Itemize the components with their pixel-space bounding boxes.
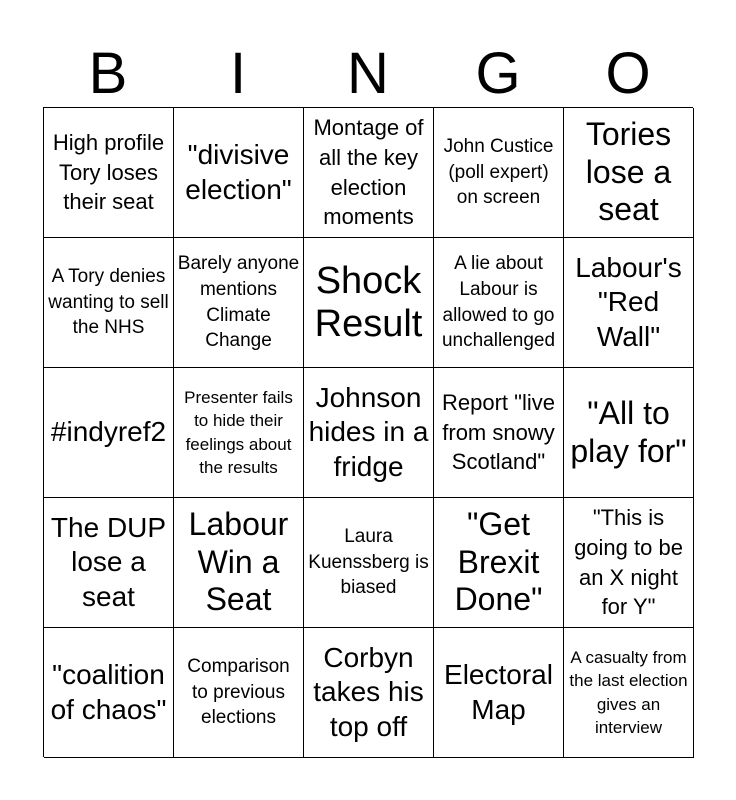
bingo-cell-text: A Tory denies wanting to sell the NHS: [48, 266, 169, 339]
bingo-cell-text: "This is going to be an X night for Y": [574, 504, 683, 620]
bingo-cell[interactable]: [434, 498, 564, 628]
bingo-cell-text: Barely anyone mentions Climate Change: [177, 253, 300, 352]
bingo-cell-text: A casualty from the last election gives an interview: [569, 647, 688, 737]
bingo-cell[interactable]: [434, 368, 564, 498]
bingo-cell[interactable]: [564, 628, 694, 758]
bingo-cell[interactable]: [304, 368, 434, 498]
bingo-cell-text: Labour Win a Seat: [188, 506, 289, 618]
bingo-cell-text: Shock Result: [314, 259, 423, 345]
bingo-cell-text: Presenter fails to hide their feelings about the results: [184, 387, 293, 477]
bingo-cell-text: Laura Kuenssberg is biased: [308, 526, 429, 599]
bingo-cell[interactable]: [174, 628, 304, 758]
bingo-cell[interactable]: [44, 368, 174, 498]
bingo-cell[interactable]: [44, 238, 174, 368]
bingo-cell[interactable]: [304, 498, 434, 628]
header-letter-b: B: [88, 41, 128, 106]
bingo-cell-text: "coalition of chaos": [50, 659, 167, 725]
bingo-cell[interactable]: [564, 238, 694, 368]
bingo-cell[interactable]: [434, 108, 564, 238]
bingo-cell-text: Labour's "Red Wall": [575, 252, 682, 352]
bingo-cell-text: A lie about Labour is allowed to go unchallenged: [441, 253, 556, 352]
bingo-cell[interactable]: [304, 238, 434, 368]
bingo-cell-text: "All to play for": [570, 395, 687, 469]
bingo-cell[interactable]: [174, 238, 304, 368]
bingo-cell-text: Corbyn takes his top off: [313, 642, 424, 742]
header-letter-i: I: [229, 41, 247, 106]
bingo-cell[interactable]: [564, 498, 694, 628]
bingo-cell-text: Montage of all the key election moments: [313, 114, 424, 230]
bingo-cell-text: High profile Tory loses their seat: [52, 129, 165, 215]
bingo-cell-text: The DUP lose a seat: [50, 512, 167, 612]
bingo-cell[interactable]: [174, 368, 304, 498]
bingo-cell-text: "divisive election": [185, 139, 292, 205]
bingo-cell-text: Report "live from snowy Scotland": [442, 389, 555, 475]
bingo-cell[interactable]: [44, 628, 174, 758]
bingo-cell-text: #indyref2: [50, 416, 167, 448]
bingo-cell-text: Comparison to previous elections: [187, 656, 290, 729]
header-letter-n: N: [347, 41, 389, 106]
bingo-cell-text: Johnson hides in a fridge: [308, 382, 429, 482]
header-letter-o: O: [605, 41, 651, 106]
bingo-cell-text: "Get Brexit Done": [454, 506, 543, 618]
bingo-grid: [43, 107, 693, 757]
header-letter-g: G: [475, 41, 521, 106]
bingo-cell[interactable]: [564, 108, 694, 238]
bingo-cell[interactable]: [564, 368, 694, 498]
bingo-cell-text: John Custice (poll expert) on screen: [443, 136, 554, 209]
bingo-cell-text: Tories lose a seat: [585, 116, 672, 228]
bingo-cell[interactable]: [434, 628, 564, 758]
bingo-cell[interactable]: [174, 498, 304, 628]
bingo-cell[interactable]: [44, 108, 174, 238]
bingo-cell[interactable]: [434, 238, 564, 368]
bingo-cell[interactable]: [304, 628, 434, 758]
bingo-header: [43, 40, 693, 108]
bingo-cell[interactable]: [44, 498, 174, 628]
bingo-cell[interactable]: [174, 108, 304, 238]
bingo-cell[interactable]: [304, 108, 434, 238]
bingo-cell-text: Electoral Map: [444, 659, 553, 725]
